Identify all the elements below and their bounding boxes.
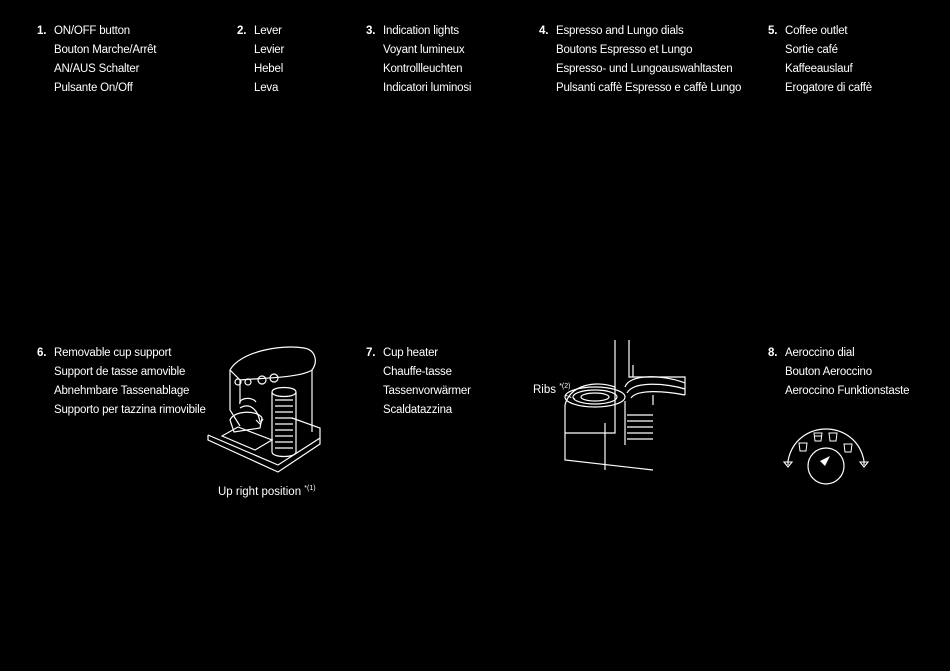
item-label-de: Abnehmbare Tassenablage [54,385,190,397]
item-label-en: Coffee outlet [785,25,848,37]
item-number: 5. [768,25,778,37]
cup-icons [799,433,852,452]
item-label-en: Cup heater [383,347,438,359]
item-aeroccino-dial [768,344,910,401]
coffee-machine-illustration [200,340,330,480]
item-label-en: Lever [254,25,282,37]
item-label-fr: Bouton Marche/Arrêt [54,44,157,56]
item-label-de: Hebel [254,63,284,75]
item-label-de: Espresso- und Lungoauswahltasten [556,63,733,75]
item-number: 8. [768,347,778,359]
item-label-de: Tassenvorwärmer [383,385,471,397]
item-lever [237,22,285,98]
item-label-fr: Voyant lumineux [383,44,465,56]
item-number: 4. [539,25,549,37]
item-label-de: Kaffeeauslauf [785,63,853,75]
item-label-it: Erogatore di caffè [785,82,872,94]
item-label-it: Leva [254,82,279,94]
cup-heater-illustration [555,335,695,475]
caption-note: *(1) [304,485,316,492]
caption-note: *(2) [559,383,571,390]
item-label-it: Scaldatazzina [383,404,452,416]
ribs-caption [533,383,570,396]
item-number: 7. [366,347,376,359]
item-label-fr: Sortie café [785,44,838,56]
item-on-off-button [37,22,157,98]
item-label-fr: Boutons Espresso et Lungo [556,44,693,56]
item-label-en: ON/OFF button [54,25,131,37]
dial-pointer [820,456,830,466]
caption-text: Ribs [533,383,560,396]
item-label-fr: Levier [254,44,285,56]
item-label-it: Indicatori luminosi [383,82,472,94]
item-espresso-lungo-dials [539,22,742,98]
item-number: 6. [37,347,47,359]
item-label-it: Pulsante On/Off [54,82,133,94]
item-number: 3. [366,25,376,37]
item-number: 1. [37,25,47,37]
item-label-en: Aeroccino dial [785,347,855,359]
item-number: 2. [237,25,247,37]
item-label-en: Espresso and Lungo dials [556,25,684,37]
item-coffee-outlet [768,22,872,98]
item-cup-heater [366,344,471,420]
item-label-en: Indication lights [383,25,459,37]
aeroccino-dial-illustration [782,425,872,495]
item-label-fr: Support de tasse amovible [54,366,186,378]
item-label-fr: Bouton Aeroccino [785,366,872,378]
item-label-fr: Chauffe-tasse [383,366,452,378]
item-label-it: Pulsanti caffè Espresso e caffè Lungo [556,82,742,94]
caption-text: Up right position [218,485,305,498]
item-label-it: Supporto per tazzina rimovibile [54,404,206,416]
item-indication-lights [366,22,472,98]
item-label-de: AN/AUS Schalter [54,63,140,75]
upright-position-caption [218,485,316,498]
item-label-de: Aeroccino Funktionstaste [785,385,910,397]
item-label-de: Kontrollleuchten [383,63,463,75]
item-removable-cup-support [37,344,206,420]
item-label-en: Removable cup support [54,347,172,359]
